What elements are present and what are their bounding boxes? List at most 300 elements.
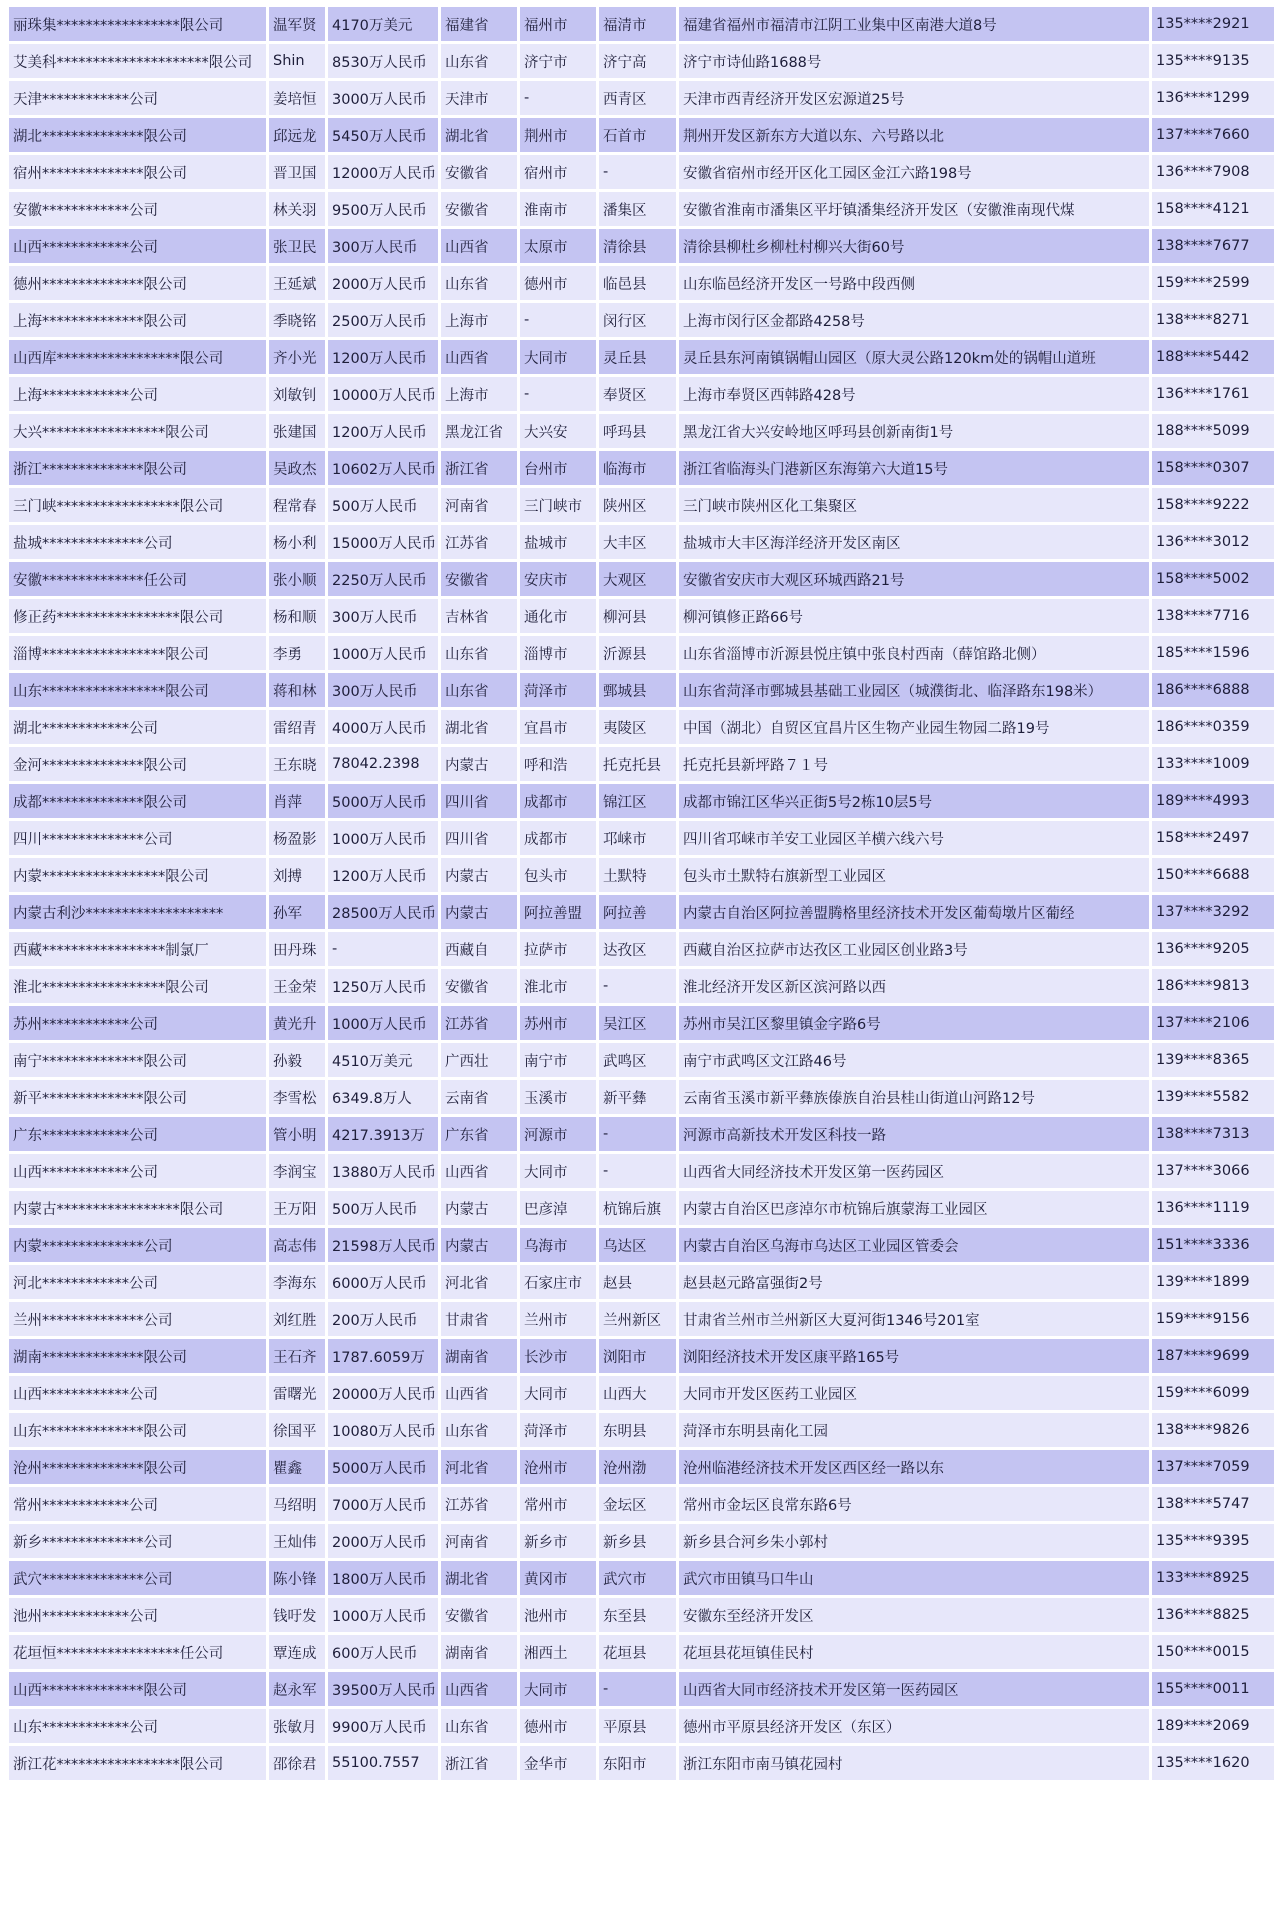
table-row (9, 414, 1274, 448)
legal-person-cell: 田丹珠 (269, 932, 325, 966)
registered-capital-cell: 2500万人民币 (328, 303, 438, 337)
registered-capital-cell: 2000万人民币 (328, 266, 438, 300)
city-cell: 盐城市 (520, 525, 596, 559)
phone-cell: 136****9205 (1152, 932, 1274, 966)
province-cell: 湖北省 (441, 710, 517, 744)
address-cell: 内蒙古自治区乌海市乌达区工业园区管委会 (679, 1228, 1149, 1262)
district-cell: - (599, 1154, 676, 1188)
phone-cell: 138****5747 (1152, 1487, 1274, 1521)
province-cell: 广东省 (441, 1117, 517, 1151)
phone-cell: 158****0307 (1152, 451, 1274, 485)
city-cell: 淄博市 (520, 636, 596, 670)
district-cell: - (599, 969, 676, 1003)
province-cell: 内蒙古 (441, 895, 517, 929)
table-row (9, 229, 1274, 263)
company-name-cell: 山东**************限公司 (9, 1413, 266, 1447)
district-cell: 沂源县 (599, 636, 676, 670)
district-cell: 大丰区 (599, 525, 676, 559)
company-name-cell: 山西************公司 (9, 229, 266, 263)
table-row (9, 1635, 1274, 1669)
legal-person-cell: 马绍明 (269, 1487, 325, 1521)
district-cell: 锦江区 (599, 784, 676, 818)
province-cell: 内蒙古 (441, 1191, 517, 1225)
table-row (9, 673, 1274, 707)
company-name-cell: 广东************公司 (9, 1117, 266, 1151)
company-name-cell: 淄博*****************限公司 (9, 636, 266, 670)
company-name-cell: 苏州************公司 (9, 1006, 266, 1040)
address-cell: 赵县赵元路富强街2号 (679, 1265, 1149, 1299)
company-name-cell: 上海************公司 (9, 377, 266, 411)
city-cell: 包头市 (520, 858, 596, 892)
address-cell: 常州市金坛区良常东路6号 (679, 1487, 1149, 1521)
province-cell: 湖南省 (441, 1339, 517, 1373)
city-cell: 台州市 (520, 451, 596, 485)
address-cell: 菏泽市东明县南化工园 (679, 1413, 1149, 1447)
legal-person-cell: 齐小光 (269, 340, 325, 374)
registered-capital-cell: 500万人民币 (328, 1191, 438, 1225)
legal-person-cell: 张小顺 (269, 562, 325, 596)
legal-person-cell: 李润宝 (269, 1154, 325, 1188)
address-cell: 荆州开发区新东方大道以东、六号路以北 (679, 118, 1149, 152)
city-cell: 乌海市 (520, 1228, 596, 1262)
table-row (9, 1746, 1274, 1780)
company-name-cell: 安徽**************任公司 (9, 562, 266, 596)
city-cell: 安庆市 (520, 562, 596, 596)
table-row (9, 1487, 1274, 1521)
legal-person-cell: 张卫民 (269, 229, 325, 263)
table-row (9, 1191, 1274, 1225)
company-name-cell: 常州************公司 (9, 1487, 266, 1521)
address-cell: 柳河镇修正路66号 (679, 599, 1149, 633)
district-cell: 清徐县 (599, 229, 676, 263)
legal-person-cell: 杨小利 (269, 525, 325, 559)
company-name-cell: 盐城**************公司 (9, 525, 266, 559)
city-cell: 宿州市 (520, 155, 596, 189)
registered-capital-cell: 9900万人民币 (328, 1709, 438, 1743)
table-row (9, 1154, 1274, 1188)
province-cell: 吉林省 (441, 599, 517, 633)
registered-capital-cell: 55100.7557 (328, 1746, 438, 1780)
province-cell: 湖南省 (441, 1635, 517, 1669)
province-cell: 上海市 (441, 377, 517, 411)
city-cell: 德州市 (520, 1709, 596, 1743)
address-cell: 浙江省临海头门港新区东海第六大道15号 (679, 451, 1149, 485)
registered-capital-cell: 4000万人民币 (328, 710, 438, 744)
address-cell: 云南省玉溪市新平彝族傣族自治县桂山街道山河路12号 (679, 1080, 1149, 1114)
table-row (9, 636, 1274, 670)
city-cell: 拉萨市 (520, 932, 596, 966)
city-cell: 玉溪市 (520, 1080, 596, 1114)
company-name-cell: 德州**************限公司 (9, 266, 266, 300)
phone-cell: 186****6888 (1152, 673, 1274, 707)
city-cell: 太原市 (520, 229, 596, 263)
legal-person-cell: 邵徐君 (269, 1746, 325, 1780)
table-row (9, 1598, 1274, 1632)
table-row (9, 266, 1274, 300)
legal-person-cell: 徐国平 (269, 1413, 325, 1447)
city-cell: 通化市 (520, 599, 596, 633)
company-name-cell: 山西************公司 (9, 1154, 266, 1188)
address-cell: 上海市闵行区金都路4258号 (679, 303, 1149, 337)
district-cell: 沧州渤 (599, 1450, 676, 1484)
legal-person-cell: 孙毅 (269, 1043, 325, 1077)
table-row (9, 1709, 1274, 1743)
phone-cell: 133****8925 (1152, 1561, 1274, 1595)
district-cell: 新乡县 (599, 1524, 676, 1558)
table-row (9, 1080, 1274, 1114)
phone-cell: 137****2106 (1152, 1006, 1274, 1040)
legal-person-cell: 王金荣 (269, 969, 325, 1003)
company-name-cell: 上海**************限公司 (9, 303, 266, 337)
address-cell: 苏州市吴江区黎里镇金字路6号 (679, 1006, 1149, 1040)
province-cell: 内蒙古 (441, 747, 517, 781)
company-name-cell: 花垣恒*****************任公司 (9, 1635, 266, 1669)
district-cell: 山西大 (599, 1376, 676, 1410)
table-row (9, 969, 1274, 1003)
address-cell: 山东临邑经济开发区一号路中段西侧 (679, 266, 1149, 300)
legal-person-cell: 肖萍 (269, 784, 325, 818)
address-cell: 浏阳经济技术开发区康平路165号 (679, 1339, 1149, 1373)
phone-cell: 138****8271 (1152, 303, 1274, 337)
registered-capital-cell: 10000万人民币 (328, 377, 438, 411)
legal-person-cell: Shin (269, 44, 325, 78)
district-cell: 邛崃市 (599, 821, 676, 855)
address-cell: 河源市高新技术开发区科技一路 (679, 1117, 1149, 1151)
district-cell: 土默特 (599, 858, 676, 892)
legal-person-cell: 雷曙光 (269, 1376, 325, 1410)
company-name-cell: 淮北*****************限公司 (9, 969, 266, 1003)
address-cell: 成都市锦江区华兴正街5号2栋10层5号 (679, 784, 1149, 818)
table-row (9, 303, 1274, 337)
phone-cell: 187****9699 (1152, 1339, 1274, 1373)
province-cell: 山东省 (441, 44, 517, 78)
district-cell: 灵丘县 (599, 340, 676, 374)
province-cell: 黑龙江省 (441, 414, 517, 448)
table-row (9, 1524, 1274, 1558)
province-cell: 湖北省 (441, 118, 517, 152)
district-cell: 阿拉善 (599, 895, 676, 929)
table-row (9, 1376, 1274, 1410)
province-cell: 山西省 (441, 1672, 517, 1706)
legal-person-cell: 刘搏 (269, 858, 325, 892)
phone-cell: 133****1009 (1152, 747, 1274, 781)
phone-cell: 136****8825 (1152, 1598, 1274, 1632)
district-cell: 闵行区 (599, 303, 676, 337)
registered-capital-cell: 200万人民币 (328, 1302, 438, 1336)
company-table (6, 4, 1277, 1783)
phone-cell: 138****9826 (1152, 1413, 1274, 1447)
phone-cell: 139****5582 (1152, 1080, 1274, 1114)
phone-cell: 136****3012 (1152, 525, 1274, 559)
registered-capital-cell: 300万人民币 (328, 673, 438, 707)
city-cell: 湘西土 (520, 1635, 596, 1669)
city-cell: 河源市 (520, 1117, 596, 1151)
address-cell: 淮北经济开发区新区滨河路以西 (679, 969, 1149, 1003)
phone-cell: 137****3066 (1152, 1154, 1274, 1188)
city-cell: 宜昌市 (520, 710, 596, 744)
registered-capital-cell: 39500万人民币 (328, 1672, 438, 1706)
province-cell: 天津市 (441, 81, 517, 115)
address-cell: 武穴市田镇马口牛山 (679, 1561, 1149, 1595)
legal-person-cell: 赵永军 (269, 1672, 325, 1706)
address-cell: 新乡县合河乡朱小郭村 (679, 1524, 1149, 1558)
city-cell: 长沙市 (520, 1339, 596, 1373)
district-cell: 济宁高 (599, 44, 676, 78)
table-body (9, 7, 1274, 1780)
district-cell: 临海市 (599, 451, 676, 485)
phone-cell: 136****7908 (1152, 155, 1274, 189)
phone-cell: 139****8365 (1152, 1043, 1274, 1077)
district-cell: 呼玛县 (599, 414, 676, 448)
legal-person-cell: 季晓铭 (269, 303, 325, 337)
legal-person-cell: 温军贤 (269, 7, 325, 41)
city-cell: 福州市 (520, 7, 596, 41)
table-row (9, 1450, 1274, 1484)
province-cell: 上海市 (441, 303, 517, 337)
district-cell: - (599, 1117, 676, 1151)
province-cell: 安徽省 (441, 969, 517, 1003)
province-cell: 湖北省 (441, 1561, 517, 1595)
registered-capital-cell: 2250万人民币 (328, 562, 438, 596)
phone-cell: 159****2599 (1152, 266, 1274, 300)
table-row (9, 1672, 1274, 1706)
registered-capital-cell: 28500万人民币 (328, 895, 438, 929)
table-row (9, 118, 1274, 152)
table-row (9, 192, 1274, 226)
phone-cell: 159****6099 (1152, 1376, 1274, 1410)
province-cell: 甘肃省 (441, 1302, 517, 1336)
address-cell: 中国（湖北）自贸区宜昌片区生物产业园生物园二路19号 (679, 710, 1149, 744)
address-cell: 安徽东至经济开发区 (679, 1598, 1149, 1632)
address-cell: 甘肃省兰州市兰州新区大夏河街1346号201室 (679, 1302, 1149, 1336)
province-cell: 福建省 (441, 7, 517, 41)
company-name-cell: 大兴*****************限公司 (9, 414, 266, 448)
legal-person-cell: 王石齐 (269, 1339, 325, 1373)
phone-cell: 189****2069 (1152, 1709, 1274, 1743)
province-cell: 广西壮 (441, 1043, 517, 1077)
table-row (9, 858, 1274, 892)
registered-capital-cell: - (328, 932, 438, 966)
legal-person-cell: 李勇 (269, 636, 325, 670)
table-row (9, 747, 1274, 781)
phone-cell: 138****7313 (1152, 1117, 1274, 1151)
address-cell: 内蒙古自治区巴彦淖尔市杭锦后旗蒙海工业园区 (679, 1191, 1149, 1225)
company-name-cell: 兰州**************公司 (9, 1302, 266, 1336)
city-cell: 淮北市 (520, 969, 596, 1003)
registered-capital-cell: 1800万人民币 (328, 1561, 438, 1595)
province-cell: 浙江省 (441, 451, 517, 485)
legal-person-cell: 高志伟 (269, 1228, 325, 1262)
phone-cell: 188****5442 (1152, 340, 1274, 374)
province-cell: 江苏省 (441, 525, 517, 559)
legal-person-cell: 雷绍青 (269, 710, 325, 744)
province-cell: 四川省 (441, 821, 517, 855)
company-name-cell: 内蒙古利沙******************* (9, 895, 266, 929)
phone-cell: 150****6688 (1152, 858, 1274, 892)
table-row (9, 488, 1274, 522)
company-name-cell: 内蒙**************公司 (9, 1228, 266, 1262)
phone-cell: 136****1761 (1152, 377, 1274, 411)
legal-person-cell: 王灿伟 (269, 1524, 325, 1558)
table-row (9, 44, 1274, 78)
company-name-cell: 浙江**************限公司 (9, 451, 266, 485)
legal-person-cell: 杨盈影 (269, 821, 325, 855)
address-cell: 山西省大同市经济技术开发区第一医药园区 (679, 1672, 1149, 1706)
province-cell: 内蒙古 (441, 1228, 517, 1262)
district-cell: 福清市 (599, 7, 676, 41)
district-cell: 东阳市 (599, 1746, 676, 1780)
company-name-cell: 山西************公司 (9, 1376, 266, 1410)
district-cell: 托克托县 (599, 747, 676, 781)
address-cell: 内蒙古自治区阿拉善盟腾格里经济技术开发区葡萄墩片区葡经 (679, 895, 1149, 929)
district-cell: 潘集区 (599, 192, 676, 226)
registered-capital-cell: 3000万人民币 (328, 81, 438, 115)
province-cell: 山西省 (441, 340, 517, 374)
phone-cell: 136****1119 (1152, 1191, 1274, 1225)
table-row (9, 451, 1274, 485)
province-cell: 山西省 (441, 229, 517, 263)
province-cell: 安徽省 (441, 192, 517, 226)
city-cell: - (520, 303, 596, 337)
province-cell: 江苏省 (441, 1006, 517, 1040)
province-cell: 浙江省 (441, 1746, 517, 1780)
district-cell: 武鸣区 (599, 1043, 676, 1077)
phone-cell: 137****7660 (1152, 118, 1274, 152)
legal-person-cell: 李海东 (269, 1265, 325, 1299)
phone-cell: 185****1596 (1152, 636, 1274, 670)
registered-capital-cell: 1250万人民币 (328, 969, 438, 1003)
table-row (9, 932, 1274, 966)
legal-person-cell: 瞿鑫 (269, 1450, 325, 1484)
table-row (9, 1413, 1274, 1447)
address-cell: 山东省菏泽市鄄城县基础工业园区（城濮街北、临泽路东198米） (679, 673, 1149, 707)
city-cell: 呼和浩 (520, 747, 596, 781)
phone-cell: 158****2497 (1152, 821, 1274, 855)
company-name-cell: 沧州**************限公司 (9, 1450, 266, 1484)
table-row (9, 1043, 1274, 1077)
city-cell: 黄冈市 (520, 1561, 596, 1595)
registered-capital-cell: 1000万人民币 (328, 1006, 438, 1040)
company-name-cell: 武穴**************公司 (9, 1561, 266, 1595)
table-row (9, 1302, 1274, 1336)
table-row (9, 562, 1274, 596)
registered-capital-cell: 9500万人民币 (328, 192, 438, 226)
registered-capital-cell: 1000万人民币 (328, 1598, 438, 1632)
registered-capital-cell: 5000万人民币 (328, 1450, 438, 1484)
registered-capital-cell: 1787.6059万 (328, 1339, 438, 1373)
table-row (9, 377, 1274, 411)
registered-capital-cell: 1200万人民币 (328, 414, 438, 448)
table-row (9, 784, 1274, 818)
district-cell: 平原县 (599, 1709, 676, 1743)
table-row (9, 1561, 1274, 1595)
company-name-cell: 河北************公司 (9, 1265, 266, 1299)
table-row (9, 1006, 1274, 1040)
legal-person-cell: 李雪松 (269, 1080, 325, 1114)
city-cell: 石家庄市 (520, 1265, 596, 1299)
legal-person-cell: 王东晓 (269, 747, 325, 781)
address-cell: 黑龙江省大兴安岭地区呼玛县创新南街1号 (679, 414, 1149, 448)
phone-cell: 186****0359 (1152, 710, 1274, 744)
city-cell: 大同市 (520, 1672, 596, 1706)
district-cell: 赵县 (599, 1265, 676, 1299)
table-row (9, 821, 1274, 855)
table-row (9, 710, 1274, 744)
registered-capital-cell: 600万人民币 (328, 1635, 438, 1669)
district-cell: 兰州新区 (599, 1302, 676, 1336)
province-cell: 安徽省 (441, 155, 517, 189)
city-cell: 新乡市 (520, 1524, 596, 1558)
phone-cell: 137****7059 (1152, 1450, 1274, 1484)
phone-cell: 158****5002 (1152, 562, 1274, 596)
district-cell: 金坛区 (599, 1487, 676, 1521)
legal-person-cell: 蒋和林 (269, 673, 325, 707)
phone-cell: 135****9135 (1152, 44, 1274, 78)
table-row (9, 599, 1274, 633)
registered-capital-cell: 500万人民币 (328, 488, 438, 522)
company-name-cell: 山西**************限公司 (9, 1672, 266, 1706)
province-cell: 山西省 (441, 1376, 517, 1410)
company-name-cell: 四川**************公司 (9, 821, 266, 855)
registered-capital-cell: 4217.3913万 (328, 1117, 438, 1151)
legal-person-cell: 杨和顺 (269, 599, 325, 633)
legal-person-cell: 张建国 (269, 414, 325, 448)
province-cell: 安徽省 (441, 562, 517, 596)
city-cell: 沧州市 (520, 1450, 596, 1484)
registered-capital-cell: 300万人民币 (328, 599, 438, 633)
legal-person-cell: 林关羽 (269, 192, 325, 226)
district-cell: 东至县 (599, 1598, 676, 1632)
city-cell: 三门峡市 (520, 488, 596, 522)
phone-cell: 135****2921 (1152, 7, 1274, 41)
district-cell: - (599, 155, 676, 189)
address-cell: 天津市西青经济开发区宏源道25号 (679, 81, 1149, 115)
address-cell: 沧州临港经济技术开发区西区经一路以东 (679, 1450, 1149, 1484)
registered-capital-cell: 4170万美元 (328, 7, 438, 41)
district-cell: 大观区 (599, 562, 676, 596)
registered-capital-cell: 7000万人民币 (328, 1487, 438, 1521)
city-cell: 金华市 (520, 1746, 596, 1780)
address-cell: 上海市奉贤区西韩路428号 (679, 377, 1149, 411)
city-cell: 成都市 (520, 821, 596, 855)
city-cell: 大同市 (520, 340, 596, 374)
address-cell: 安徽省宿州市经开区化工园区金江六路198号 (679, 155, 1149, 189)
table-row (9, 81, 1274, 115)
table-row (9, 1117, 1274, 1151)
address-cell: 西藏自治区拉萨市达孜区工业园区创业路3号 (679, 932, 1149, 966)
legal-person-cell: 钱吁发 (269, 1598, 325, 1632)
company-name-cell: 湖南**************限公司 (9, 1339, 266, 1373)
phone-cell: 135****1620 (1152, 1746, 1274, 1780)
district-cell: 石首市 (599, 118, 676, 152)
company-name-cell: 南宁**************限公司 (9, 1043, 266, 1077)
province-cell: 山东省 (441, 266, 517, 300)
registered-capital-cell: 5000万人民币 (328, 784, 438, 818)
city-cell: 济宁市 (520, 44, 596, 78)
address-cell: 南宁市武鸣区文江路46号 (679, 1043, 1149, 1077)
city-cell: - (520, 377, 596, 411)
district-cell: 柳河县 (599, 599, 676, 633)
district-cell: 乌达区 (599, 1228, 676, 1262)
phone-cell: 138****7716 (1152, 599, 1274, 633)
registered-capital-cell: 2000万人民币 (328, 1524, 438, 1558)
address-cell: 济宁市诗仙路1688号 (679, 44, 1149, 78)
city-cell: 成都市 (520, 784, 596, 818)
district-cell: 杭锦后旗 (599, 1191, 676, 1225)
province-cell: 山东省 (441, 673, 517, 707)
province-cell: 云南省 (441, 1080, 517, 1114)
city-cell: 巴彦淖 (520, 1191, 596, 1225)
